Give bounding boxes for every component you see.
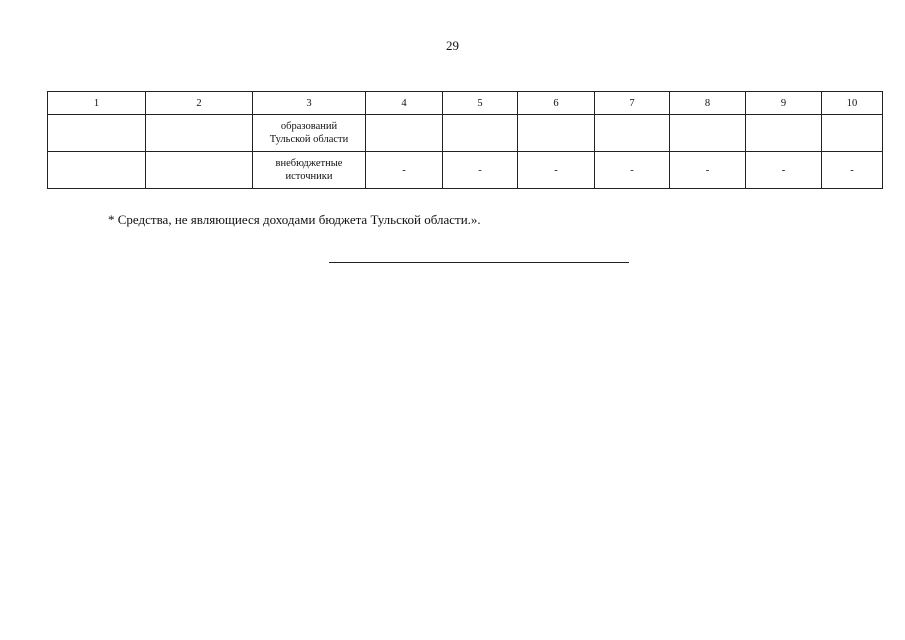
column-header: 9 bbox=[746, 92, 822, 115]
table-cell bbox=[443, 115, 518, 152]
column-header: 1 bbox=[48, 92, 146, 115]
table-cell: - bbox=[443, 152, 518, 189]
table-cell: - bbox=[595, 152, 670, 189]
column-header: 6 bbox=[518, 92, 595, 115]
table-row bbox=[48, 152, 883, 189]
table-cell bbox=[746, 115, 822, 152]
column-header: 5 bbox=[443, 92, 518, 115]
table-cell: - bbox=[518, 152, 595, 189]
table-header-row bbox=[48, 92, 883, 115]
column-header: 2 bbox=[146, 92, 253, 115]
table-cell: внебюджетные источники bbox=[253, 152, 366, 189]
table-cell: образований Тульской области bbox=[253, 115, 366, 152]
section-end-rule bbox=[329, 262, 629, 263]
table-cell bbox=[518, 115, 595, 152]
table-cell: - bbox=[366, 152, 443, 189]
column-header: 8 bbox=[670, 92, 746, 115]
table-cell bbox=[366, 115, 443, 152]
column-header: 10 bbox=[822, 92, 883, 115]
table-cell bbox=[822, 115, 883, 152]
table-cell bbox=[48, 115, 146, 152]
budget-table bbox=[47, 91, 883, 189]
column-header: 4 bbox=[366, 92, 443, 115]
table-cell: - bbox=[746, 152, 822, 189]
footnote: * Средства, не являющиеся доходами бюджета Тульской области.». bbox=[108, 212, 481, 227]
table-cell: - bbox=[670, 152, 746, 189]
table-cell bbox=[146, 115, 253, 152]
table-cell bbox=[48, 152, 146, 189]
column-header: 3 bbox=[253, 92, 366, 115]
column-header: 7 bbox=[595, 92, 670, 115]
page-number: 29 bbox=[446, 38, 459, 53]
table-cell bbox=[595, 115, 670, 152]
table-cell: - bbox=[822, 152, 883, 189]
table-cell bbox=[146, 152, 253, 189]
table-cell bbox=[670, 115, 746, 152]
table-row bbox=[48, 115, 883, 152]
